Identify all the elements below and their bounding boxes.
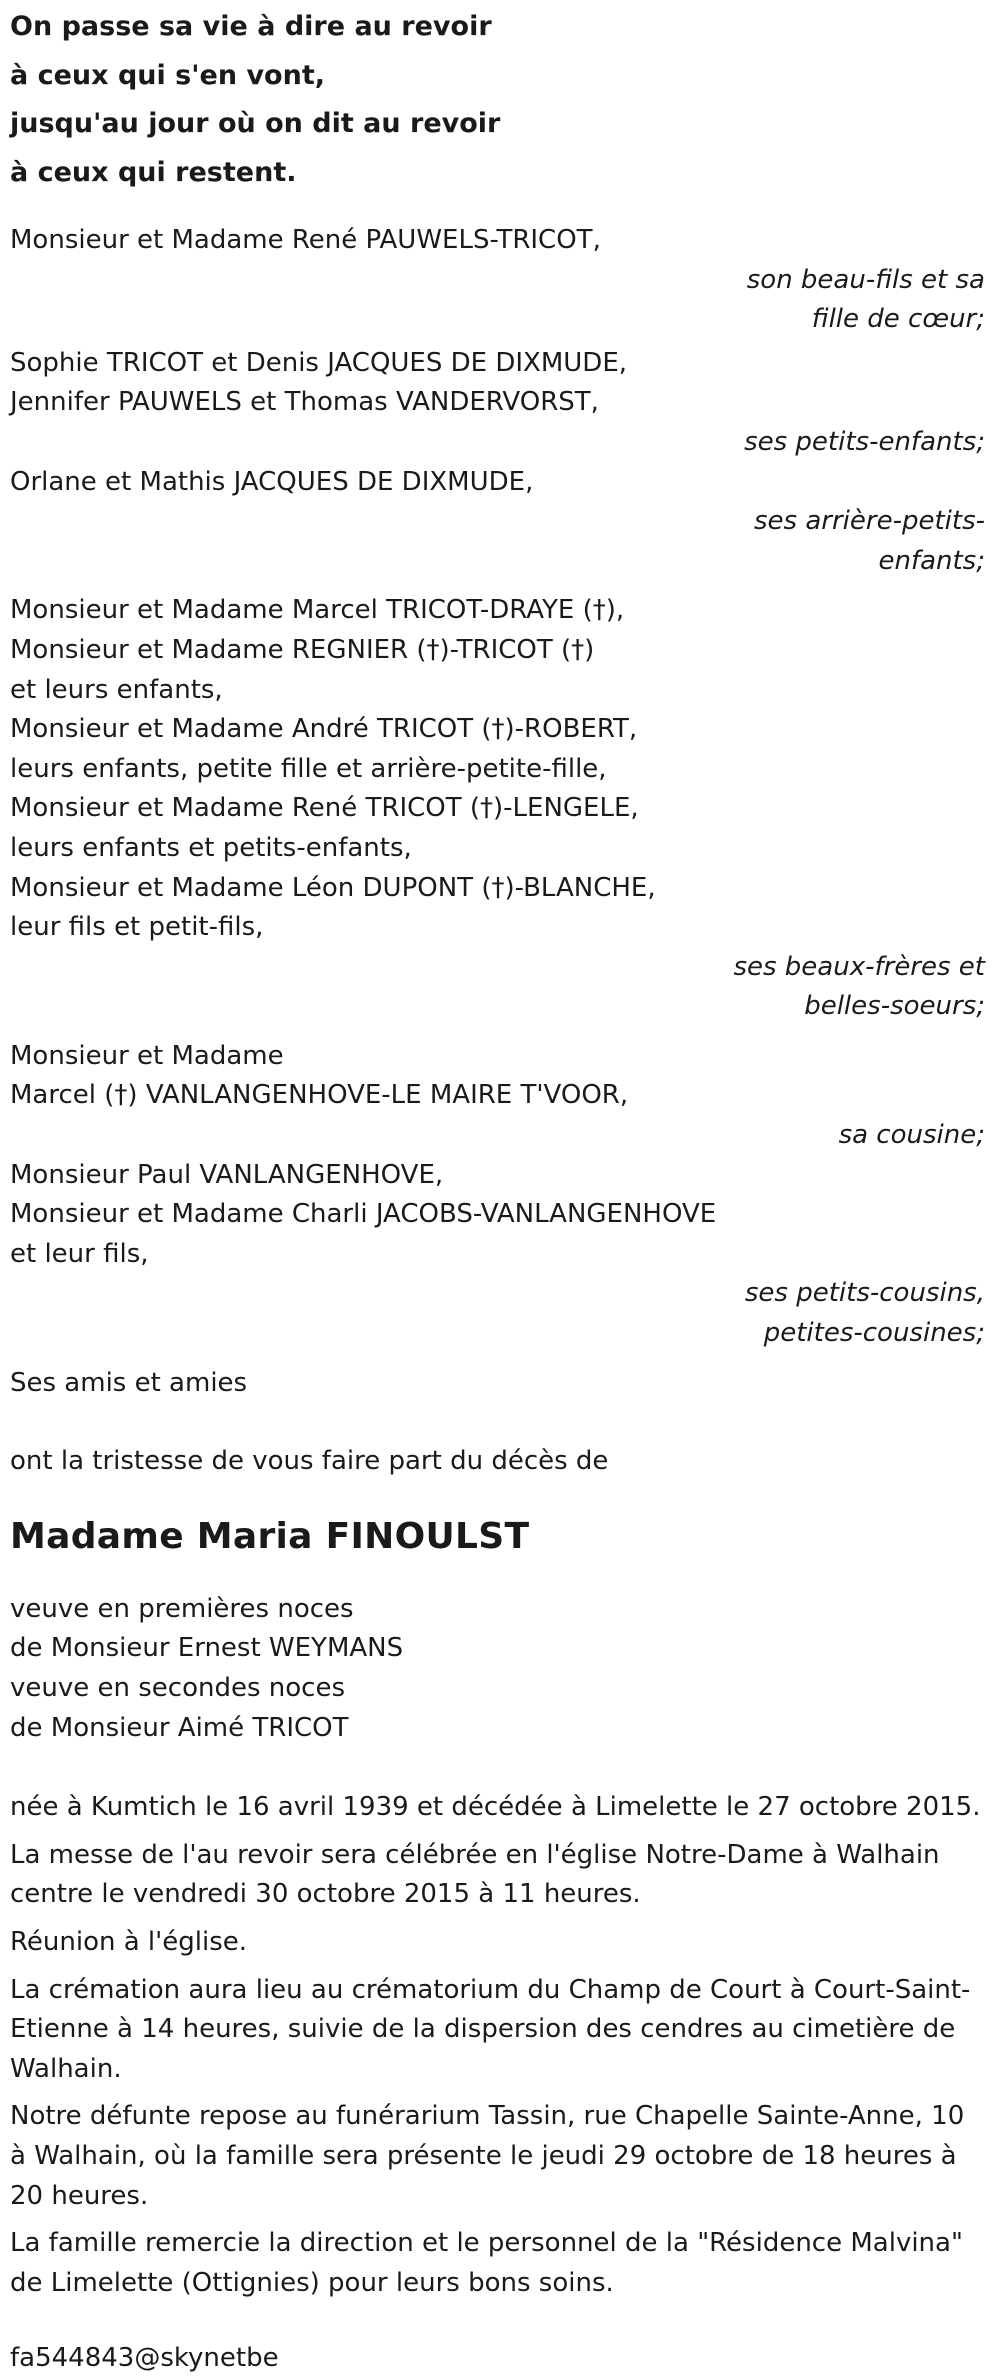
family-name-line: leurs enfants, petite fille et arrière-petite-fille, bbox=[10, 753, 607, 784]
widow-lines bbox=[10, 1590, 985, 1748]
family-name-line: Monsieur et Madame Charli JACOBS-VANLANGENHOVE bbox=[10, 1199, 717, 1230]
family-name-line: Monsieur Paul VANLANGENHOVE, bbox=[10, 1159, 444, 1190]
detail-paragraph: née à Kumtich le 16 avril 1939 et décédée à Limelette le 27 octobre 2015. bbox=[10, 1792, 981, 1823]
relation-label: petites-cousines; bbox=[763, 1318, 985, 1349]
detail-paragraph: Réunion à l'église. bbox=[10, 1926, 248, 1957]
family-group-in-laws bbox=[10, 591, 985, 1027]
family-name-line: leurs enfants et petits-enfants, bbox=[10, 832, 412, 863]
relation-label: ses arrière-petits- bbox=[754, 506, 985, 537]
family-group-grandchildren bbox=[10, 344, 985, 463]
family-name-line: Monsieur et Madame Léon DUPONT (†)-BLANCHE, bbox=[10, 872, 656, 903]
obituary-content bbox=[10, 0, 985, 2379]
detail-paragraph: Notre défunte repose au funérarium Tassin, rue Chapelle Sainte-Anne, 10 à Walhain, où la famille sera présente le jeudi 29 octobre de 18 heures à 20 heures. bbox=[10, 2101, 965, 2211]
family-name-line: Monsieur et Madame André TRICOT (†)-ROBERT, bbox=[10, 714, 638, 745]
announcement-text: ont la tristesse de vous faire part du décès de bbox=[10, 1446, 609, 1477]
poem-line: à ceux qui s'en vont, bbox=[10, 59, 325, 91]
widow-line: veuve en secondes noces bbox=[10, 1673, 346, 1703]
relation-label: belles-soeurs; bbox=[804, 991, 985, 1022]
family-name-line: Monsieur et Madame REGNIER (†)-TRICOT (†) bbox=[10, 634, 595, 665]
widow-line: de Monsieur Ernest WEYMANS bbox=[10, 1633, 404, 1664]
relation-label: son beau-fils et sa bbox=[746, 264, 985, 295]
family-name-line: Monsieur et Madame Marcel TRICOT-DRAYE (†), bbox=[10, 595, 625, 626]
family-group-stepson bbox=[10, 221, 985, 340]
relation-label: sa cousine; bbox=[838, 1120, 985, 1151]
widow-line: de Monsieur Aimé TRICOT bbox=[10, 1712, 349, 1743]
poem bbox=[10, 3, 985, 197]
poem-line: jusqu'au jour où on dit au revoir bbox=[10, 108, 501, 139]
contact-email: fa544843@skynetbe bbox=[10, 2343, 279, 2374]
family-name-line: et leur fils, bbox=[10, 1238, 149, 1269]
friends-line: Ses amis et amies bbox=[10, 1367, 248, 1398]
family-name-line: et leurs enfants, bbox=[10, 674, 223, 705]
family-group-cousin bbox=[10, 1037, 985, 1156]
deceased-name: Madame Maria FINOULST bbox=[10, 1515, 530, 1557]
family-group-second-cousins bbox=[10, 1156, 985, 1354]
family-name-line: Sophie TRICOT et Denis JACQUES DE DIXMUDE, bbox=[10, 347, 628, 378]
family-name-line: Monsieur et Madame René TRICOT (†)-LENGELE, bbox=[10, 793, 639, 824]
family-name-line: Marcel (†) VANLANGENHOVE-LE MAIRE T'VOOR, bbox=[10, 1080, 629, 1111]
detail-paragraph: La messe de l'au revoir sera célébrée en l'église Notre-Dame à Walhain centre le vendredi 30 octobre 2015 à 11 heures. bbox=[10, 1839, 940, 1910]
detail-paragraph: La famille remercie la direction et le personnel de la "Résidence Malvina" de Limelette (Ottignies) pour leurs bons soins. bbox=[10, 2228, 963, 2298]
poem-line: à ceux qui restent. bbox=[10, 156, 297, 188]
detail-paragraph: La crémation aura lieu au crématorium du Champ de Court à Court-Saint-Etienne à 14 heures, suivie de la dispersion des cendres au cimetière de Walhain. bbox=[10, 1974, 971, 2084]
family-name-line: Orlane et Mathis JACQUES DE DIXMUDE, bbox=[10, 466, 534, 497]
family-name-line: Monsieur et Madame René PAUWELS-TRICOT, bbox=[10, 225, 601, 255]
details bbox=[10, 1788, 985, 2303]
family-name-line: leur fils et petit-fils, bbox=[10, 912, 264, 943]
family-name-line: Monsieur et Madame bbox=[10, 1040, 284, 1071]
family-group-great-grandchildren bbox=[10, 463, 985, 582]
relation-label: enfants; bbox=[878, 545, 985, 576]
relation-label: ses petits-enfants; bbox=[744, 426, 985, 457]
family-name-line: Jennifer PAUWELS et Thomas VANDERVORST, bbox=[10, 387, 599, 418]
relation-label: fille de cœur; bbox=[811, 304, 985, 335]
poem-line: On passe sa vie à dire au revoir bbox=[10, 11, 492, 42]
relation-label: ses beaux-frères et bbox=[733, 951, 985, 982]
widow-line: veuve en premières noces bbox=[10, 1593, 354, 1624]
relation-label: ses petits-cousins, bbox=[744, 1278, 985, 1309]
